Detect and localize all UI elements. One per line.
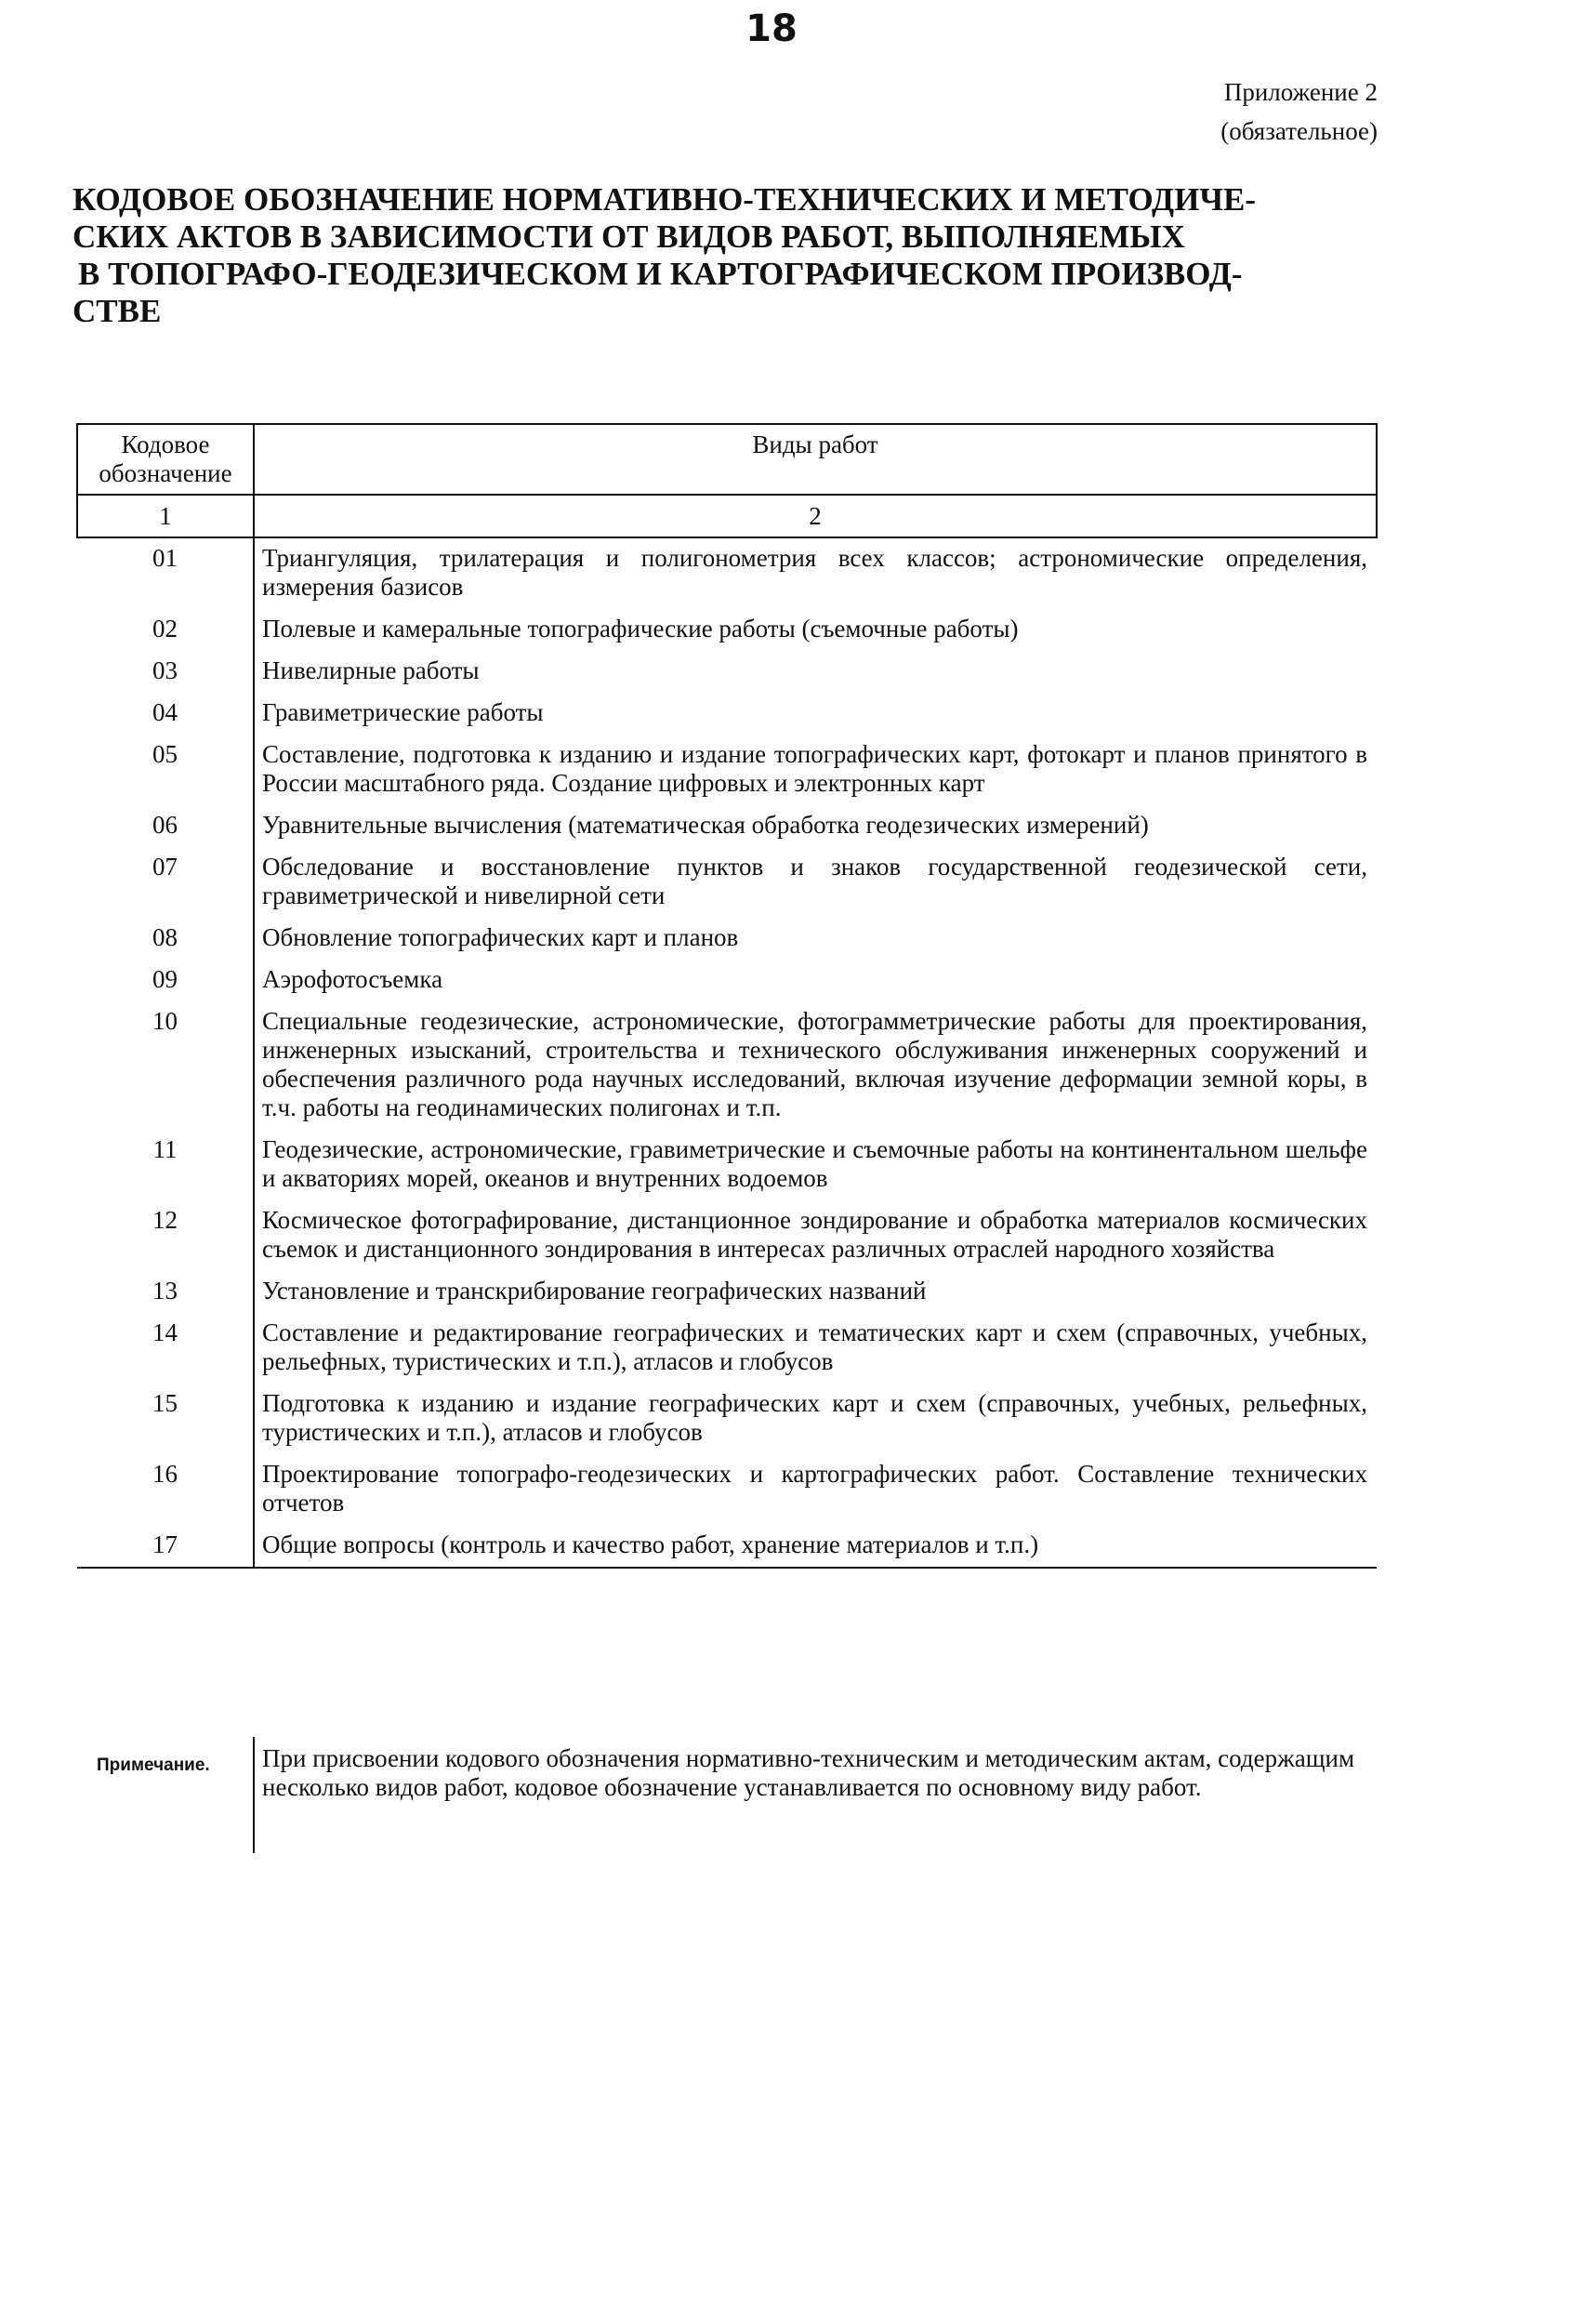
column-number-row [77,495,1377,537]
table-row [77,1313,1377,1384]
page-number: 18 [745,7,798,50]
row-code: 15 [152,1389,178,1417]
title-line-4: СТВЕ [73,293,162,329]
table-row [77,847,1377,918]
row-code: 11 [152,1135,178,1163]
column-number-2: 2 [254,495,1377,537]
header-code: Кодовое обозначение [77,424,254,495]
table-row [77,918,1377,960]
note-text: При присвоении кодового обозначения нормативно-техническим и методическим актам, содержащим несколько видов работ, кодовое обозначение устанавливается по основному виду работ. [253,1737,1368,1853]
row-code: 07 [152,853,178,881]
row-code: 01 [152,544,178,572]
note [76,1737,1378,1853]
appendix-label [1220,73,1378,151]
table-row [77,1525,1377,1568]
row-code: 05 [152,740,178,768]
table-row [77,735,1377,805]
row-code: 12 [152,1206,178,1234]
row-code: 13 [152,1277,178,1305]
row-description: Космическое фотографирование, дистанционное зондирование и обработка материалов космических съемок и дистанционного зондирования в интересах различных отраслей народного хозяйства [254,1200,1377,1271]
table-row [77,805,1377,847]
row-description: Подготовка к изданию и издание географических карт и схем (справочных, учебных, рельефных, туристических и т.п.), атласов и глобусов [254,1384,1377,1454]
row-description: Проектирование топографо-геодезических и картографических работ. Составление технических отчетов [254,1454,1377,1525]
row-code: 02 [152,615,178,642]
row-description: Составление, подготовка к изданию и издание топографических карт, фотокарт и планов принятого в России масштабного ряда. Создание цифровых и электронных карт [254,735,1377,805]
row-code: 06 [152,811,178,839]
row-description: Обследование и восстановление пунктов и знаков государственной геодезической сети, гравиметрической и нивелирной сети [254,847,1377,918]
row-description: Полевые и камеральные топографические работы (съемочные работы) [254,609,1377,651]
row-code: 10 [152,1007,178,1035]
note-label: Примечание. [97,1755,210,1775]
row-code: 04 [152,698,178,726]
title-line-3: В ТОПОГРАФО-ГЕОДЕЗИЧЕСКОМ И КАРТОГРАФИЧЕСКОМ ПРОИЗВОД- [78,256,1243,292]
row-description: Установление и транскрибирование географических названий [254,1271,1377,1313]
row-description: Аэрофотосъемка [254,960,1377,1001]
column-number-1: 1 [77,495,254,537]
table-row [77,1130,1377,1200]
row-description: Гравиметрические работы [254,693,1377,735]
table-row [77,960,1377,1001]
table-row [77,1384,1377,1454]
table-row [77,1200,1377,1271]
row-code: 16 [152,1460,178,1488]
table-row [77,537,1377,609]
title-line-2: СКИХ АКТОВ В ЗАВИСИМОСТИ ОТ ВИДОВ РАБОТ, ВЫПОЛНЯЕМЫХ [73,219,1185,255]
appendix-number: Приложение 2 [1223,78,1378,106]
codes-table [76,423,1378,1569]
row-code: 17 [77,1525,254,1568]
row-code: 14 [152,1318,178,1346]
table-row [77,609,1377,651]
row-code: 08 [152,923,178,951]
row-description: Специальные геодезические, астрономические, фотограмметрические работы для проектирования, инженерных изысканий, строительства и технического обслуживания инженерных сооружений и обеспечения различного рода научных исследований, включая изучение деформации земной коры, в т.ч. работы на геодинамических полигонах и т.п. [254,1001,1377,1130]
table-row [77,1454,1377,1525]
document-title [73,181,1383,330]
row-description: Триангуляция, трилатерация и полигонометрия всех классов; астрономические определения, измерения базисов [254,537,1377,609]
table-header-row [77,424,1377,495]
row-code: 09 [152,965,178,993]
row-description: Обновление топографических карт и планов [254,918,1377,960]
table-row [77,1271,1377,1313]
row-description: Нивелирные работы [254,651,1377,693]
table-row [77,1001,1377,1130]
row-description: Уравнительные вычисления (математическая обработка геодезических измерений) [254,805,1377,847]
row-description: Геодезические, астрономические, гравиметрические и съемочные работы на континентальном шельфе и акваториях морей, океанов и внутренних водоемов [254,1130,1377,1200]
table-body [77,537,1377,1568]
row-description: Общие вопросы (контроль и качество работ, хранение материалов и т.п.) [254,1525,1377,1568]
row-description: Составление и редактирование географических и тематических карт и схем (справочных, учебных, рельефных, туристических и т.п.), атласов и глобусов [254,1313,1377,1384]
appendix-status: (обязательное) [1220,117,1378,145]
row-code: 03 [152,656,178,684]
table-row [77,651,1377,693]
table-row [77,693,1377,735]
header-works: Виды работ [254,424,1377,495]
title-line-1: КОДОВОЕ ОБОЗНАЧЕНИЕ НОРМАТИВНО-ТЕХНИЧЕСКИХ И МЕТОДИЧЕ- [73,181,1257,218]
